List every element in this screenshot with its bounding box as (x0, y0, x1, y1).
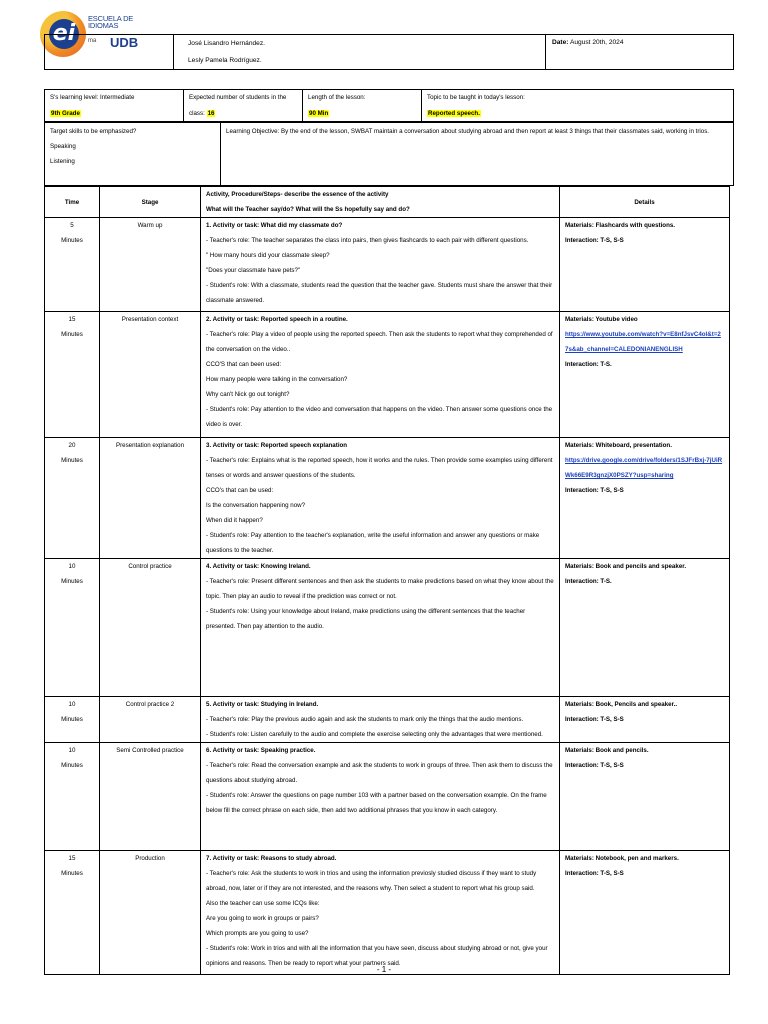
activity-line: - Student's role: Answer the questions on page number 103 with a partner based on the conversation example. On the frame below fill the correct phrase on each side, then add two additional phrases that you know in each category. (206, 792, 547, 814)
time-unit: Minutes (61, 716, 83, 723)
lesson-info-table (44, 89, 734, 123)
time-cell (45, 218, 100, 312)
date-label: Date: (552, 39, 569, 46)
stage-cell: Presentation explanation (100, 438, 201, 559)
lesson-rows (45, 218, 730, 975)
time-unit: Minutes (61, 237, 83, 244)
teacher-name-1: José Lisandro Hernández. (188, 40, 265, 47)
logo-text: ESCUELA DE IDIOMAS (88, 14, 134, 30)
skills-objective-table (44, 121, 734, 186)
time-unit: Minutes (61, 331, 83, 338)
activity-line: Why can't Nick go out tonight? (206, 391, 290, 398)
interaction-text: Interaction: T-S. (565, 361, 612, 368)
length-cell (303, 90, 422, 123)
table-row (45, 218, 730, 312)
stage-cell: Control practice (100, 559, 201, 697)
details-cell (560, 851, 730, 975)
activity-line: How many people were talking in the conversation? (206, 376, 348, 383)
logo-brand: UDB (110, 35, 139, 50)
objective-cell (221, 122, 734, 186)
activity-line: Are you going to work in groups or pairs? (206, 915, 319, 922)
skills-cell (45, 122, 221, 186)
time-value: 10 (68, 563, 76, 570)
interaction-text: Interaction: T-S, S-S (565, 716, 624, 723)
activity-line: Is the conversation happening now? (206, 502, 306, 509)
time-unit: Minutes (61, 870, 83, 877)
logo-ei-mark: ei (49, 19, 79, 49)
activity-cell (201, 743, 560, 851)
details-cell (560, 438, 730, 559)
activity-line: - Teacher's role: Explains what is the reported speech, how it works and the rules. Then provide some examples using different tenses or words and answer questions of the students. (206, 457, 553, 479)
topic-cell (422, 90, 734, 123)
level-cell (45, 90, 184, 123)
activity-line: - Teacher's role: Present different sentences and then ask the students to make predictions based on what they know about the topic. Then play an audio to reveal if the prediction was correct or not. (206, 578, 554, 600)
time-unit: Minutes (61, 457, 83, 464)
details-cell (560, 743, 730, 851)
skill-listening: Listening (50, 158, 75, 165)
materials-text: Materials: Book and pencils. (565, 747, 649, 754)
materials-text: Materials: Book and pencils and speaker. (565, 563, 687, 570)
table-row (45, 851, 730, 975)
time-cell (45, 697, 100, 743)
interaction-text: Interaction: T-S, S-S (565, 237, 624, 244)
students-value: 16 (207, 110, 215, 117)
table-row (45, 743, 730, 851)
time-value: 15 (68, 316, 76, 323)
lesson-table-header (45, 187, 730, 218)
activity-line: - Teacher's role: Play a video of people using the reported speech. Then ask the students to report what they comprehended of the conversation on the video.. (206, 331, 553, 353)
details-cell (560, 559, 730, 697)
time-unit: Minutes (61, 762, 83, 769)
details-cell (560, 697, 730, 743)
activity-title: 7. Activity or task: Reasons to study abroad. (206, 855, 337, 862)
time-value: 10 (68, 747, 76, 754)
col-header-activity: Activity, Procedure/Steps- describe the essence of the activity What will the Teacher say/do? What will the Ss hopefully say and do? (201, 187, 560, 218)
table-row (45, 697, 730, 743)
materials-text: Materials: Whiteboard, presentation. (565, 442, 672, 449)
stage-cell: Semi Controlled practice (100, 743, 201, 851)
time-value: 10 (68, 701, 76, 708)
table-row (45, 438, 730, 559)
activity-title: 5. Activity or task: Studying in Ireland. (206, 701, 319, 708)
activity-line: - Teacher's role: Play the previous audio again and ask the students to mark only the things that the audio mentions. (206, 716, 524, 723)
activity-cell (201, 697, 560, 743)
activity-line: "Does your classmate have pets?" (206, 267, 301, 274)
materials-text: Materials: Flashcards with questions. (565, 222, 676, 229)
activity-cell (201, 559, 560, 697)
date-cell (546, 35, 734, 70)
students-class-label: class: (189, 110, 205, 117)
stage-cell: Presentation context (100, 312, 201, 438)
col-header-stage: Stage (100, 187, 201, 218)
header-table (44, 34, 734, 70)
time-cell (45, 438, 100, 559)
topic-value: Reported speech. (428, 110, 480, 117)
time-value: 20 (68, 442, 76, 449)
activity-line: - Student's role: Work in trios and with all the information that you have seen, discuss about studying abroad or not, give your opinions and reasons. Then be ready to report what your partners said. (206, 945, 548, 967)
lesson-plan-table (44, 186, 730, 975)
students-label: Expected number of students in the (189, 94, 287, 101)
interaction-text: Interaction: T-S, S-S (565, 762, 624, 769)
students-cell (184, 90, 303, 123)
details-cell (560, 312, 730, 438)
time-cell (45, 743, 100, 851)
activity-line: - Teacher's role: Read the conversation example and ask the students to work in groups of three. Then ask them to discuss the questions about studying abroad. (206, 762, 553, 784)
skills-label: Target skills to be emphasized? (50, 128, 137, 135)
header-logo-cell (45, 35, 174, 70)
resource-link[interactable]: https://drive.google.com/drive/folders/1SJFrBxj-7jUiRWk66E9R3gnzjX0PSZY?usp=sharing (565, 457, 723, 479)
activity-title: 4. Activity or task: Knowing Ireland. (206, 563, 311, 570)
activity-line: - Student's role: Pay attention to the video and conversation that happens on the video. Then answer some questions once the video is over. (206, 406, 553, 428)
col-header-time: Time (45, 187, 100, 218)
activity-line: - Student's role: Using your knowledge about Ireland, make predictions using the different sentences that the teacher presented. Then pay attention to the audio. (206, 608, 526, 630)
stage-cell: Control practice 2 (100, 697, 201, 743)
activity-line: - Student's role: Listen carefully to the audio and complete the exercise selecting only the advantages that were mentioned. (206, 731, 543, 738)
activity-cell (201, 438, 560, 559)
activity-title: 1. Activity or task: What did my classmate do? (206, 222, 343, 229)
stage-cell: Production (100, 851, 201, 975)
materials-text: Materials: Notebook, pen and markers. (565, 855, 679, 862)
activity-line: When did it happen? (206, 517, 263, 524)
stage-cell: Warm up (100, 218, 201, 312)
activity-line: " How many hours did your classmate sleep? (206, 252, 330, 259)
resource-link[interactable]: https://www.youtube.com/watch?v=E8nfJsvC4ol&t=27s&ab_channel=CALEDONIANENGLISH (565, 331, 721, 353)
col-header-details: Details (560, 187, 730, 218)
teacher-name-2: Lesly Pamela Rodríguez. (188, 57, 262, 64)
activity-title: 6. Activity or task: Speaking practice. (206, 747, 316, 754)
topic-label: Topic to be taught in today's lesson: (427, 94, 525, 101)
logo-partial-text: ma (88, 38, 97, 44)
interaction-text: Interaction: T-S, S-S (565, 487, 624, 494)
learning-objective: Learning Objective: By the end of the lesson, SWBAT maintain a conversation about studying abroad and then report at least 3 things that their classmates said, working in trios. (226, 128, 710, 135)
page-number: - 1 - (376, 965, 392, 974)
time-cell (45, 851, 100, 975)
date-value: August 20th, 2024 (569, 39, 624, 46)
teachers-cell (174, 35, 546, 70)
activity-cell (201, 851, 560, 975)
activity-line: Which prompts are you going to use? (206, 930, 309, 937)
activity-line: - Teacher's role: Ask the students to work in trios and using the information previosly studied discuss if they want to study abroad, now, later or if they are not interested, and the reasons why. Then select a student to report what his group said. (206, 870, 537, 892)
skill-speaking: Speaking (50, 143, 76, 150)
details-cell (560, 218, 730, 312)
activity-line: - Student's role: Pay attention to the teacher's explanation, write the useful information and answer any questions or make questions to the teacher. (206, 532, 540, 554)
time-value: 15 (68, 855, 76, 862)
activity-title: 3. Activity or task: Reported speech explanation (206, 442, 348, 449)
time-cell (45, 312, 100, 438)
activity-cell (201, 312, 560, 438)
time-unit: Minutes (61, 578, 83, 585)
activity-line: - Teacher's role: The teacher separates the class into pairs, then gives flashcards to each pair with different questions. (206, 237, 529, 244)
activity-line: CCO'S that can been used: (206, 361, 282, 368)
level-label: S's learning level: Intermediate (50, 94, 135, 101)
time-cell (45, 559, 100, 697)
activity-title: 2. Activity or task: Reported speech in a routine. (206, 316, 348, 323)
interaction-text: Interaction: T-S, S-S (565, 870, 624, 877)
activity-line: Also the teacher can use some ICQs like: (206, 900, 320, 907)
activity-cell (201, 218, 560, 312)
materials-text: Materials: Youtube video (565, 316, 638, 323)
time-value: 5 (70, 222, 74, 229)
table-row (45, 312, 730, 438)
length-label: Length of the lesson: (308, 94, 366, 101)
table-row (45, 559, 730, 697)
materials-text: Materials: Book, Pencils and speaker.. (565, 701, 678, 708)
length-value: 90 Min (309, 110, 329, 117)
interaction-text: Interaction: T-S. (565, 578, 612, 585)
level-value: 9th Grade (51, 110, 80, 117)
activity-line: CCO's that can be used: (206, 487, 274, 494)
activity-line: - Student's role: With a classmate, students read the question that the teacher gave. Students must share the answer that their classmate answered. (206, 282, 553, 304)
